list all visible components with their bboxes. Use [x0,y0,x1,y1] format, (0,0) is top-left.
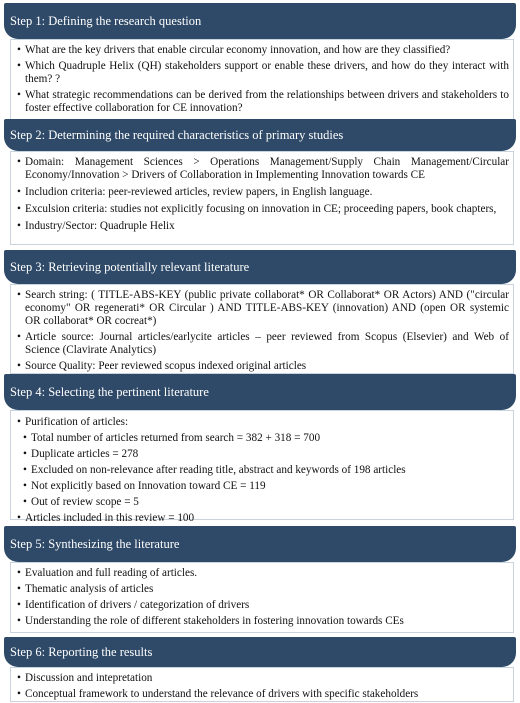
step-header: Step 4: Selecting the pertinent literature [4,374,516,410]
list-item: • What are the key drivers that enable circular economy innovation, and how are they classified? [15,44,509,57]
list-item: • What strategic recommendations can be derived from the relationships between drivers and stakeholders to foster effective collaboration for CE innovation? [15,89,509,115]
step-header: Step 2: Determining the required characteristics of primary studies [4,119,516,151]
step-body [10,151,514,245]
step-body [10,410,514,524]
list-item: • Exculsion criteria: studies not explicitly focusing on innovation in CE; proceeding papers, book chapters, [15,203,509,216]
list-item: • Article source: Journal articles/earlycite articles – peer reviewed from Scopus (Elsevier) and Web of Science (Clavirate Analytics) [15,331,509,357]
list-item: • Which Quadruple Helix (QH) stakeholders support or enable these drivers, and how do they interact with them? ? [15,60,509,86]
list-item: • Source Quality: Peer reviewed scopus indexed original articles [15,360,509,373]
step-header: Step 1: Defining the research question [4,3,516,39]
step-header: Step 3: Retrieving potentially relevant literature [4,250,516,284]
list-item: • Thematic analysis of articles [15,583,509,596]
list-item: • Out of review scope = 5 [15,496,509,509]
list-item: • Discussion and intepretation [15,672,509,685]
list-item: • Identification of drivers / categorization of drivers [15,599,509,612]
list-item: • Domain: Management Sciences > Operations Management/Supply Chain Management/Circular Economy/Innovation > Drivers of Collaboration in Implementing Innovation towards CE [15,156,509,182]
step-header: Step 5: Synthesizing the literature [4,526,516,562]
list-item: • Purification of articles: [15,416,509,429]
list-item: • Industry/Sector: Quadruple Helix [15,220,509,233]
step-header: Step 6: Reporting the results [4,637,516,667]
step-body [10,562,514,633]
list-item: • Conceptual framework to understand the relevance of drivers with specific stakeholders [15,688,509,701]
list-item: • Evaluation and full reading of articles. [15,567,509,580]
list-item: • Excluded on non-relevance after reading title, abstract and keywords of 198 articles [15,464,509,477]
step-body [10,284,514,374]
list-item: • Total number of articles returned from search = 382 + 318 = 700 [15,432,509,445]
list-item: • Search string: ( TITLE-ABS-KEY (public private collaborat* OR Collaborat* OR Actors) AND ("circular economy" OR regenerati* OR Circular ) AND TITLE-ABS-KEY (innovation) AND (open OR systemic OR collaborat* OR cocreat*) [15,289,509,328]
list-item: • Articles included in this review = 100 [15,512,509,525]
list-item: • Duplicate articles = 278 [15,448,509,461]
step-body [10,39,514,120]
step-body [10,667,514,702]
list-item: • Understanding the role of different stakeholders in fostering innovation towards CEs [15,615,509,628]
list-item: • Includion criteria: peer-reviewed articles, review papers, in English language. [15,186,509,199]
list-item: • Not explicitly based on Innovation toward CE = 119 [15,480,509,493]
